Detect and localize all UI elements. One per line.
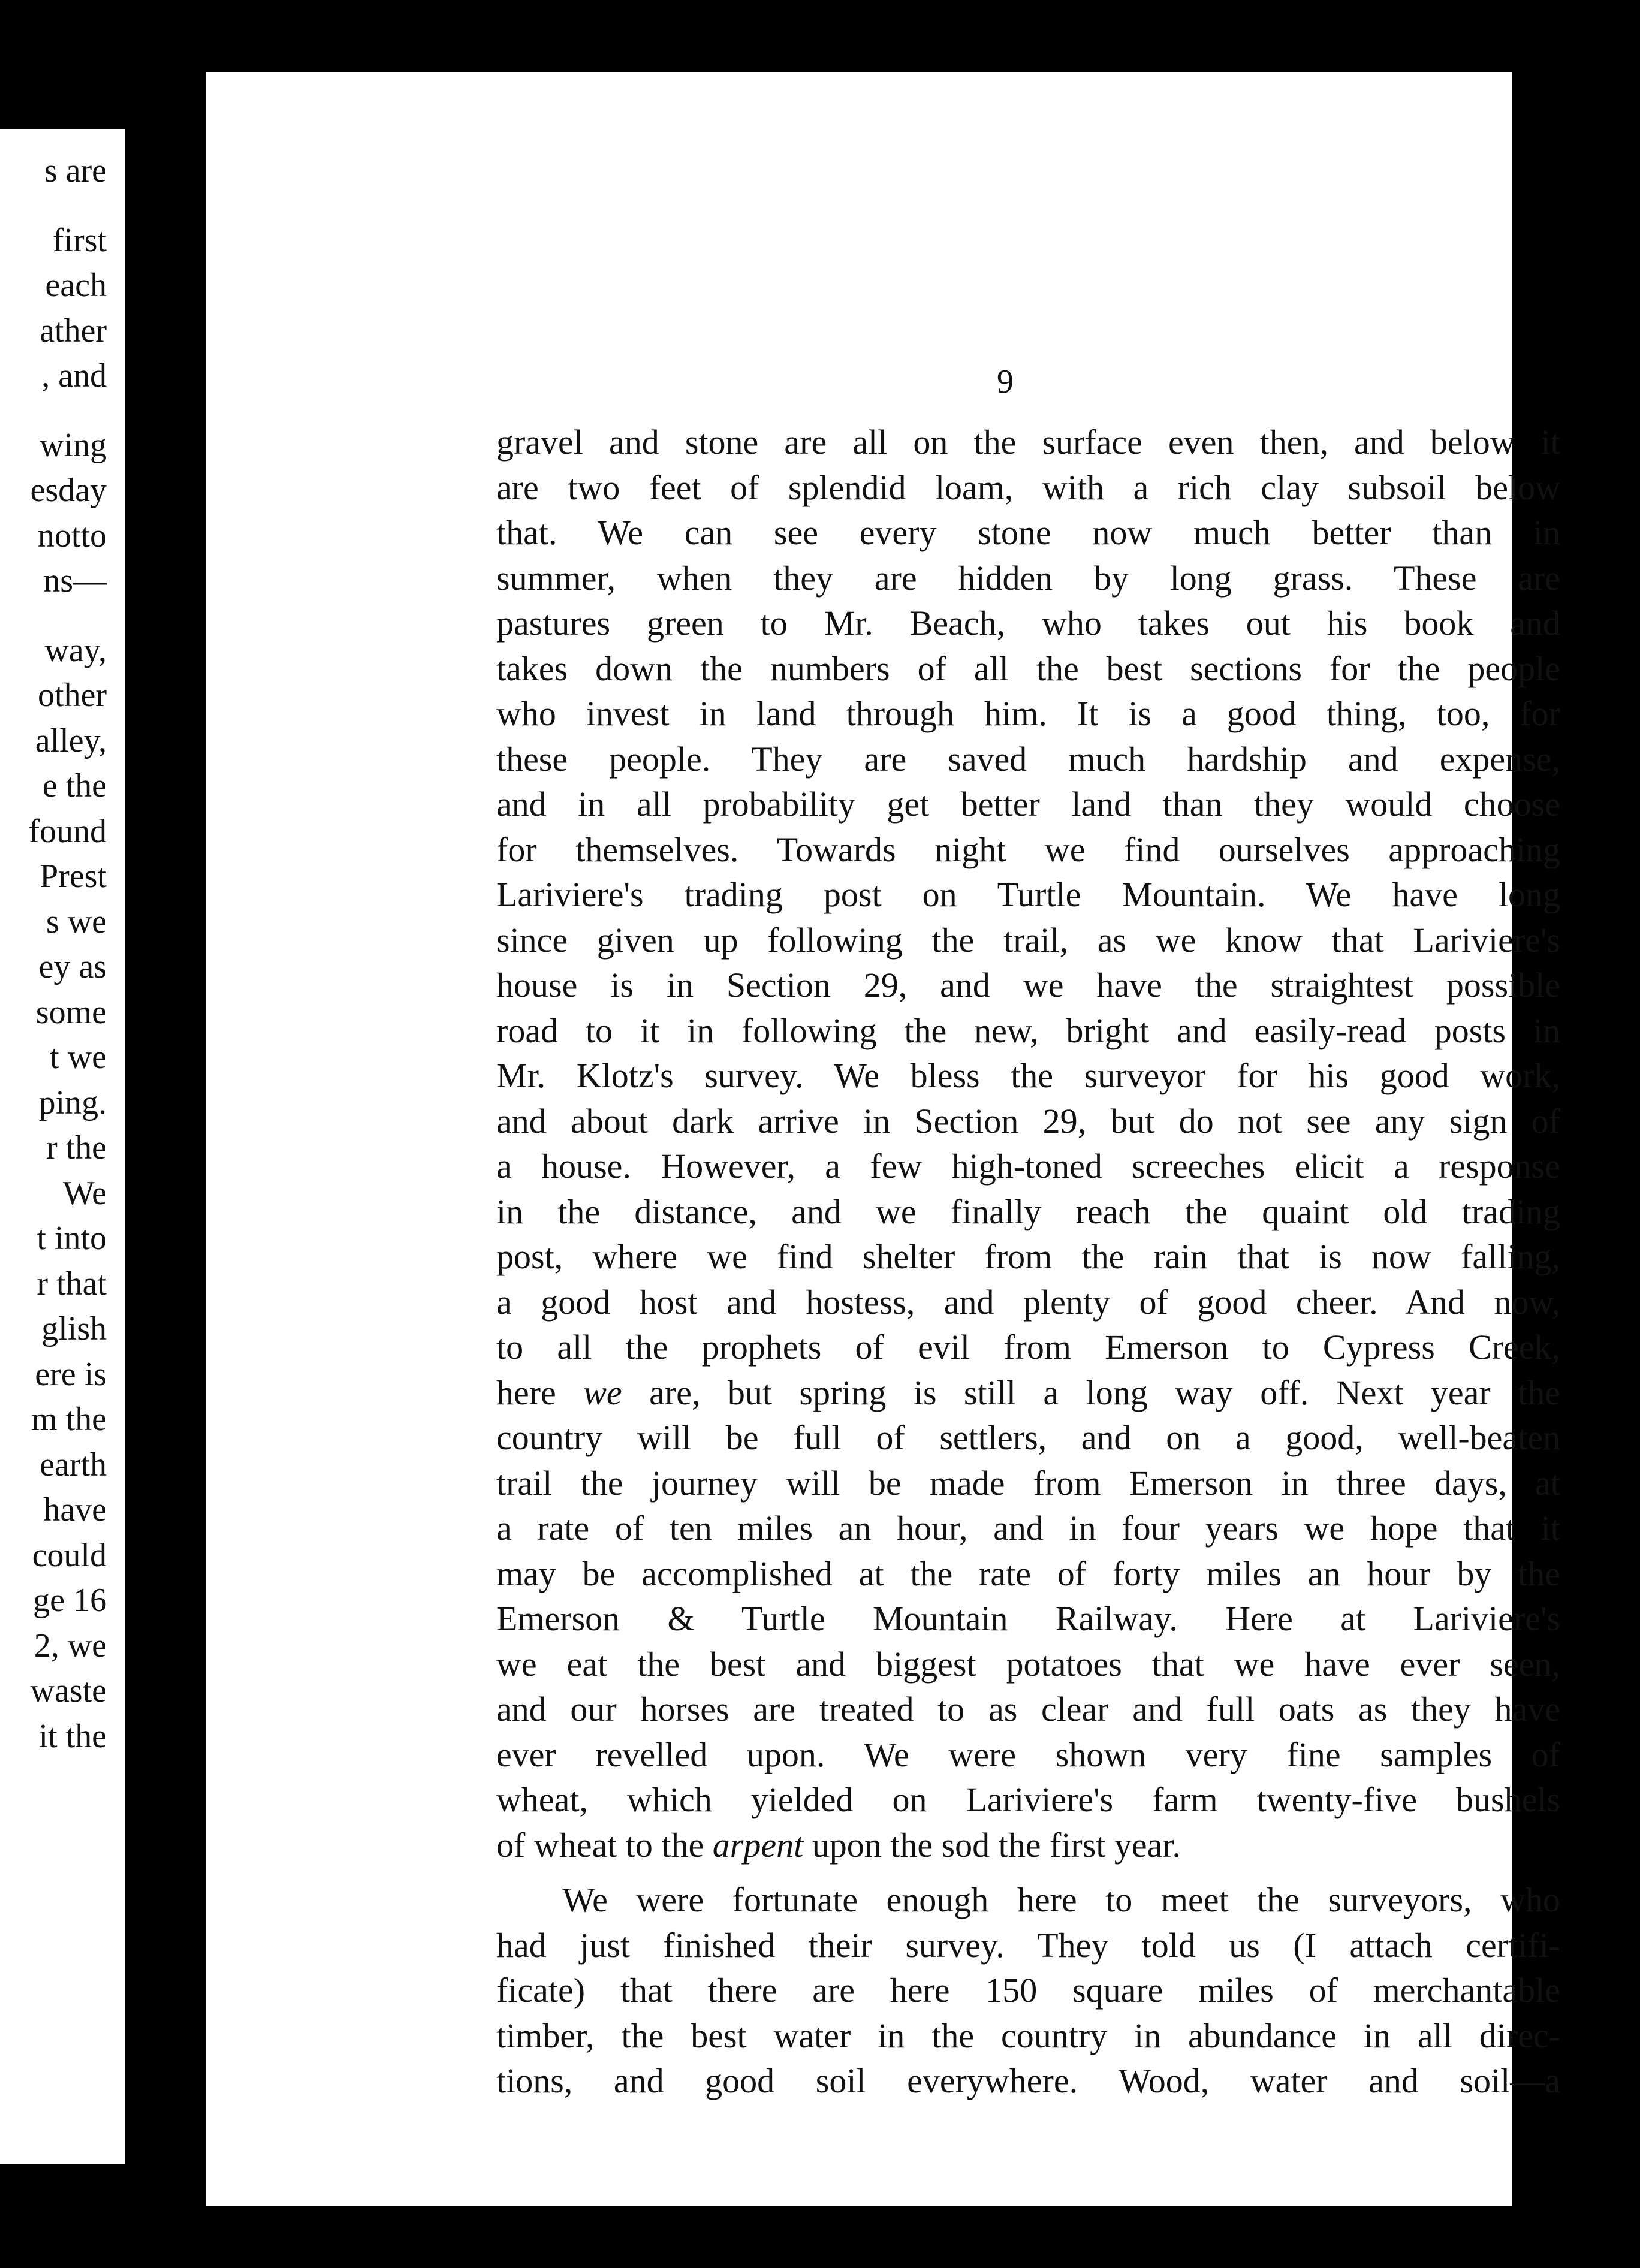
text-line: and about dark arrive in Section 29, but do not see any sign of (496, 1101, 1560, 1141)
left-page-fragment (0, 129, 125, 2164)
right-page (206, 72, 1560, 2206)
text-line: are two feet of splendid loam, with a rich clay subsoil below (496, 468, 1560, 507)
text-line: timber, the best water in the country in abundance in all direc- (496, 2016, 1560, 2055)
left-page-line: m the (31, 1401, 107, 1438)
text-line: post, where we find shelter from the rain that is now falling, (496, 1237, 1560, 1276)
body-text (496, 420, 1560, 2104)
left-page-line: ns— (43, 562, 107, 599)
left-page-line: , and (41, 357, 107, 394)
text-line: ficate) that there are here 150 square miles of merchantable (496, 1971, 1560, 2010)
text-line: country will be full of settlers, and on a good, well-beaten (496, 1418, 1560, 1457)
left-page-line: earth (40, 1446, 107, 1483)
left-page-line: notto (37, 517, 107, 554)
italic-word: arpent (712, 1825, 804, 1865)
left-page-line: other (37, 677, 107, 714)
text-line: may be accomplished at the rate of forty miles an hour by the (496, 1554, 1560, 1593)
left-page-line: esday (30, 472, 107, 509)
left-page-line: alley, (35, 722, 107, 759)
text-line: Lariviere's trading post on Turtle Mountain. We have long (496, 875, 1560, 914)
left-page-line: Prest (40, 858, 107, 895)
text-line: pastures green to Mr. Beach, who takes out his book and (496, 604, 1560, 643)
left-page-line: waste (30, 1672, 107, 1709)
text-line: that. We can see every stone now much better than in (496, 513, 1560, 552)
left-page-line: found (28, 812, 107, 850)
text-line: since given up following the trail, as we know that Lariviere's (496, 920, 1560, 960)
left-page-line: 2, we (34, 1627, 107, 1664)
text-line: tions, and good soil everywhere. Wood, water and soil—a (496, 2061, 1560, 2100)
left-page-line: some (35, 993, 107, 1031)
text-line: summer, when they are hidden by long grass. These are (496, 558, 1560, 598)
text-line: takes down the numbers of all the best sections for the people (496, 649, 1560, 688)
text-line: Mr. Klotz's survey. We bless the surveyor for his good work, (496, 1056, 1560, 1095)
text-line: who invest in land through him. It is a good thing, too, for (496, 694, 1560, 733)
left-page-line: ather (40, 312, 107, 349)
left-page-line: ere is (35, 1355, 107, 1393)
text-line: a rate of ten miles an hour, and in four years we hope that it (496, 1509, 1560, 1548)
left-page-line: have (43, 1491, 107, 1528)
left-page-line: ey as (38, 948, 107, 985)
text-line: here we are, but spring is still a long way off. Next year the (496, 1373, 1560, 1412)
text-line: house is in Section 29, and we have the straightest possible (496, 966, 1560, 1005)
left-page-line: We (62, 1174, 107, 1212)
left-page-line: r the (46, 1129, 107, 1166)
left-page-line: each (45, 267, 107, 304)
left-page-line: t into (37, 1220, 107, 1257)
text-line: to all the prophets of evil from Emerson to Cypress Creek, (496, 1328, 1560, 1367)
left-page-line: ge 16 (33, 1582, 107, 1619)
text-line: a house. However, a few high-toned screeches elicit a response (496, 1147, 1560, 1186)
text-line: had just finished their survey. They told us (I attach certifi- (496, 1925, 1560, 1965)
text-line: gravel and stone are all on the surface even then, and below it (496, 423, 1560, 462)
left-page-line: s we (46, 903, 107, 940)
left-page-line: way, (44, 631, 107, 669)
left-page-line: wing (40, 426, 107, 464)
text-line: a good host and hostess, and plenty of good cheer. And now, (496, 1282, 1560, 1322)
italic-word: we (583, 1373, 622, 1412)
text-line: in the distance, and we finally reach the quaint old trading (496, 1192, 1560, 1231)
text-line: these people. They are saved much hardship and expense, (496, 739, 1560, 779)
left-page-line: t we (50, 1039, 107, 1076)
left-page-line: glish (41, 1310, 107, 1347)
left-page-line: e the (42, 767, 107, 804)
left-page-line: ping. (38, 1084, 107, 1121)
left-page-line: r that (37, 1265, 107, 1302)
left-page-line: first (52, 221, 107, 259)
left-page-line: s are (44, 152, 107, 189)
text-line: wheat, which yielded on Lariviere's farm twenty-five bushels (496, 1780, 1560, 1819)
text-line: and our horses are treated to as clear and full oats as they have (496, 1690, 1560, 1729)
left-page-line: it the (38, 1717, 107, 1755)
page-number: 9 (997, 363, 1014, 400)
text-line: Emerson & Turtle Mountain Railway. Here at Lariviere's (496, 1599, 1560, 1638)
text-line: for themselves. Towards night we find ourselves approaching (496, 830, 1560, 869)
text-line: We were fortunate enough here to meet the surveyors, who (562, 1880, 1560, 1919)
text-line: and in all probability get better land than they would choose (496, 785, 1560, 824)
text-line: trail the journey will be made from Emerson in three days, at (496, 1463, 1560, 1503)
text-line: road to it in following the new, bright and easily-read posts in (496, 1011, 1560, 1050)
text-line: of wheat to the arpent upon the sod the first year. (496, 1825, 1181, 1865)
text-line: ever revelled upon. We were shown very fine samples of (496, 1735, 1560, 1774)
text-line: we eat the best and biggest potatoes that we have ever seen, (496, 1644, 1560, 1684)
left-page-line: could (32, 1536, 107, 1574)
